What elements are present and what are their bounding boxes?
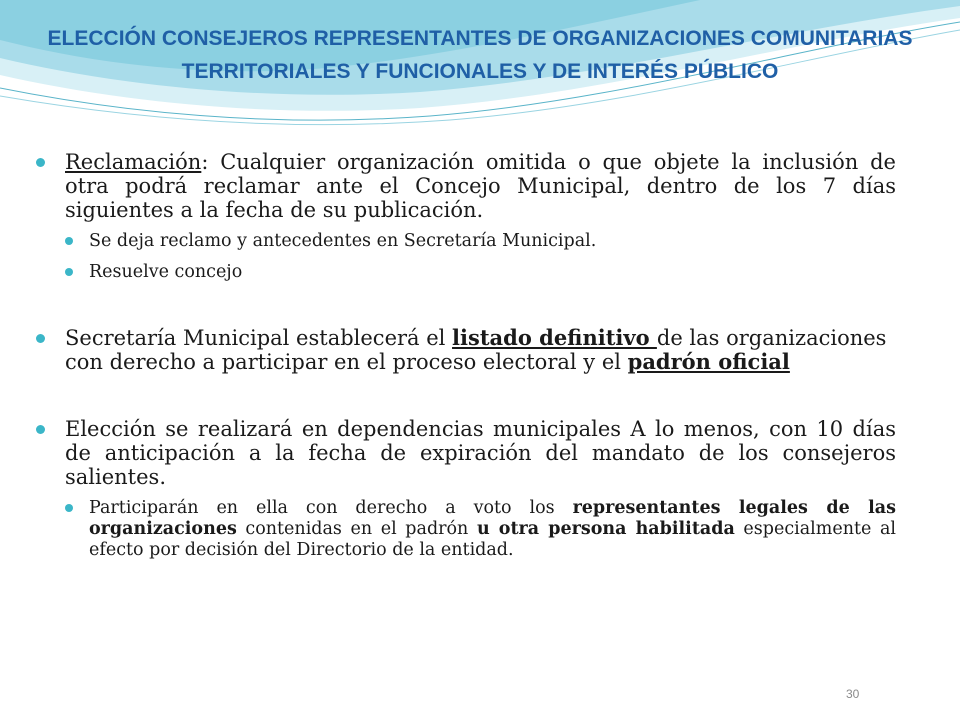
sub-bullet-resuelve: Resuelve concejo (65, 262, 896, 283)
participaran-text-3: especialmente al efecto por decisión del Directorio de la entidad. (89, 519, 896, 560)
bullet-eleccion: Elección se realizará en dependencias municipales A lo menos, con 10 días de anticipación a la fecha de expiración del mandato de los consejeros salientes. (36, 417, 896, 489)
participaran-text-2: contenidas en el padrón (236, 519, 477, 539)
title-line-2: TERRITORIALES Y FUNCIONALES Y DE INTERÉS PÚBLICO (181, 60, 779, 83)
reclamacion-term: Reclamación (65, 150, 202, 174)
padron-oficial: padrón oficial (627, 349, 790, 374)
otra-persona-habilitada: u otra persona habilitada (476, 519, 735, 539)
representantes-legales: representantes legales de las organizaciones (89, 498, 896, 539)
secretaria-text-2: de las organizaciones con derecho a participar en el proceso electoral y el (65, 326, 887, 374)
sub-bullet-participaran (65, 498, 896, 561)
bullet-secretaria (36, 326, 896, 374)
bullet-reclamacion (36, 150, 896, 222)
listado-definitivo: listado definitivo (452, 325, 657, 350)
secretaria-text-1: Secretaría Municipal establecerá el (65, 326, 453, 350)
reclamacion-text: : Cualquier organización omitida o que objete la inclusión de otra podrá reclamar ante el Concejo Municipal, dentro de los 7 días siguientes a la fecha de su publicación. (65, 150, 896, 222)
participaran-text-1: Participarán en ella con derecho a voto los (89, 498, 573, 518)
slide-content (36, 150, 896, 561)
sub-bullet-reclamo: Se deja reclamo y antecedentes en Secretaría Municipal. (65, 231, 896, 252)
title-line-1: ELECCIÓN CONSEJEROS REPRESENTANTES DE ORGANIZACIONES COMUNITARIAS (47, 27, 913, 50)
slide-title (0, 22, 960, 88)
page-number: 30 (846, 687, 860, 701)
